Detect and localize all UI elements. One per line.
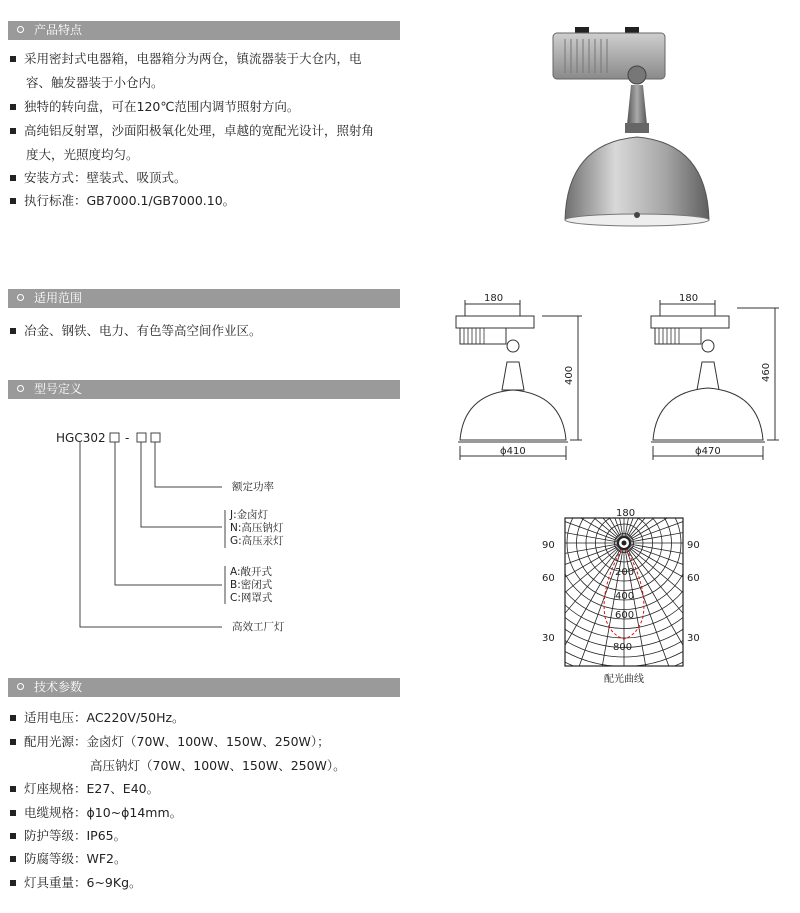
feature-item: 采用密封式电器箱，电器箱分为两仓，镇流器装于大仓内，电 [8,48,362,70]
lamp-type-option: G:高压汞灯 [230,535,284,547]
section-title: 产品特点 [34,23,83,37]
curve-top-label: 180 [616,508,636,519]
dim-diameter: ϕ410 [500,446,526,457]
tech-item: 电缆规格：ϕ10~ϕ14mm。 [8,802,182,824]
curve-angle-label: 30 [687,633,700,644]
bullet-icon [10,833,16,839]
feature-item: 安装方式：壁装式、吸顶式。 [8,167,187,189]
tech-item: 防护等级：IP65。 [8,825,126,847]
curve-angle-label: 60 [542,573,555,584]
dim-diameter: ϕ470 [695,446,721,457]
curve-angle-label: 30 [542,633,555,644]
curve-angle-label: 90 [542,540,555,551]
bullet-icon [10,786,16,792]
tech-item: 灯具重量：6~9Kg。 [8,872,142,894]
section-header-tech [8,678,400,697]
curve-radial-label: 800 [613,642,633,653]
housing-type-option: A:敞开式 [230,566,273,578]
curve-radial-label: 400 [615,591,635,602]
curve-radial-label: 200 [615,567,635,578]
dimension-drawing-2 [645,290,790,465]
scope-item: 冶金、钢铁、电力、有色等高空间作业区。 [8,320,262,342]
feature-item: 高纯铝反射罩，沙面阳极氧化处理，卓越的宽配光设计，照射角 [8,120,374,142]
section-title: 型号定义 [34,382,83,396]
bullet-icon [10,880,16,886]
tech-item: 灯座规格：E27、E40。 [8,778,159,800]
curve-caption: 配光曲线 [604,674,644,685]
dim-height: 400 [564,365,575,385]
model-diagram-lines [0,0,400,650]
tech-item: 配用光源：金卤灯（70W、100W、150W、250W）； [8,731,330,753]
bullet-icon [10,810,16,816]
curve-radial-label: 600 [615,610,635,621]
bullet-icon [10,715,16,721]
dimension-drawing-1 [450,290,590,465]
feature-item-continuation: 度大，光照度均匀。 [26,147,139,162]
bullet-icon [10,856,16,862]
lamp-type-option: J:金卤灯 [230,509,269,521]
light-distribution-curve [535,505,710,685]
dim-width-top: 180 [484,293,504,304]
tech-item: 适用电压：AC220V/50Hz。 [8,707,185,729]
bullet-icon [10,739,16,745]
model-code: HGC302 [56,431,106,445]
fixture-label: 高效工厂灯 [232,621,285,633]
dim-width-top: 180 [679,293,699,304]
model-dash: - [125,431,130,445]
feature-item-continuation: 容、触发器装于小仓内。 [26,75,164,90]
curve-angle-label: 90 [687,540,700,551]
dim-height: 460 [761,362,772,382]
tech-item: 防腐等级：WF2。 [8,848,127,870]
rated-power-label: 额定功率 [232,481,274,493]
section-title: 技术参数 [34,680,83,694]
section-title: 适用范围 [34,291,83,305]
product-lamp-image [545,25,735,230]
lamp-type-option: N:高压钠灯 [230,522,284,534]
housing-type-option: B:密闭式 [230,579,273,591]
feature-item: 执行标准：GB7000.1/GB7000.10。 [8,190,235,212]
housing-type-option: C:网罩式 [230,592,273,604]
curve-angle-label: 60 [687,573,700,584]
circle-icon [17,683,24,690]
feature-item: 独特的转向盘，可在120℃范围内调节照射方向。 [8,96,299,118]
tech-item-continuation: 高压钠灯（70W、100W、150W、250W）。 [90,758,346,773]
